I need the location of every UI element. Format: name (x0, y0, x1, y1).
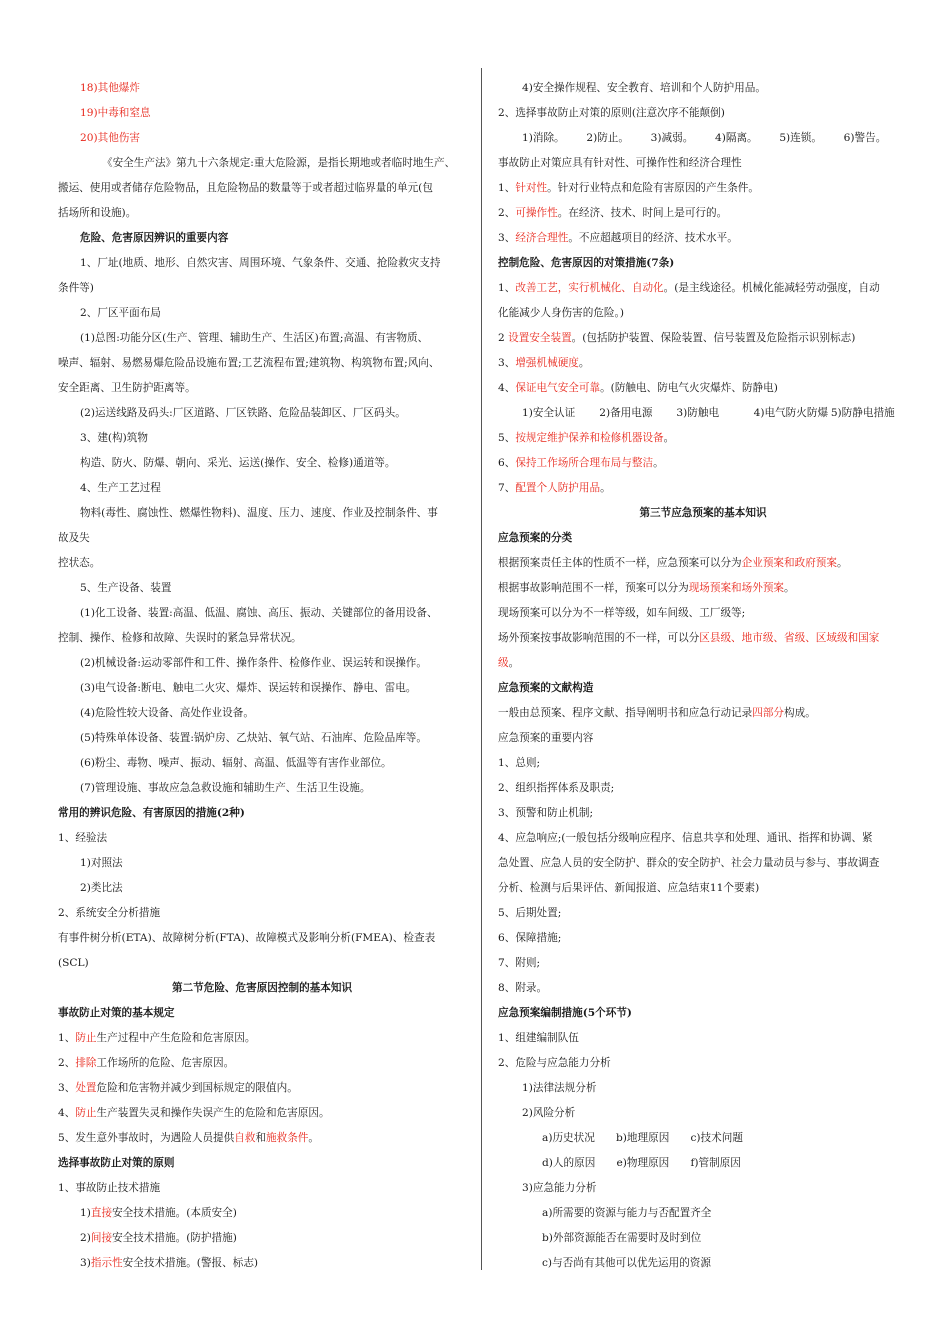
text-run: a)所需要的资源与能力与否配置齐全 (542, 1207, 712, 1219)
left-text-line (58, 401, 466, 426)
right-text-line (498, 626, 908, 651)
list-item: 3)防触电 (676, 407, 720, 419)
right-text-line (498, 226, 908, 251)
left-text-line (58, 326, 466, 351)
right-text-line (498, 551, 908, 576)
left-text-line (58, 451, 466, 476)
text-run: 。 (653, 457, 664, 469)
text-run: 根据预案责任主体的性质不一样，应急预案可以分为 (498, 557, 742, 569)
left-text-line (58, 876, 466, 901)
left-column (58, 76, 466, 1276)
right-text-line (498, 726, 908, 751)
list-item: 6)警告。 (843, 132, 887, 144)
text-run: (3)电气设备:断电、触电二火灾、爆炸、误运转和误操作、静电、雷电。 (80, 682, 417, 694)
text-run: 第三节应急预案的基本知识 (639, 507, 767, 519)
list-item: 1)安全认证 (522, 407, 576, 419)
right-text-line (498, 476, 908, 501)
highlighted-text: 保持工作场所合理布局与整洁 (515, 457, 654, 469)
left-text-line (58, 176, 466, 201)
text-run: 构造、防火、防爆、朝向、采光、运送(操作、安全、检修)通道等。 (80, 457, 396, 469)
text-run: 18)其他爆炸 (80, 82, 140, 94)
text-run: 3)应急能力分析 (522, 1182, 597, 1194)
text-run: d)人的原因 e)物理原因 f)管制原因 (542, 1157, 741, 1169)
left-text-line (58, 251, 466, 276)
text-run: 应急预案编制措施(5个环节) (498, 1007, 632, 1019)
text-run: 4、应急响应;(一般包括分级响应程序、信息共享和处理、通讯、指挥和协调、紧 (498, 832, 873, 844)
left-text-line (58, 551, 466, 576)
text-run: 1、 (498, 182, 516, 194)
text-run: 2 (498, 332, 509, 344)
text-run: 19)中毒和窒息 (80, 107, 151, 119)
highlighted-text: 指示性 (90, 1257, 123, 1269)
highlighted-text: 改善工艺，实行机械化、自动化 (515, 282, 664, 294)
text-run: (SCL) (58, 957, 89, 969)
text-run: 2、厂区平面布局 (80, 307, 161, 319)
right-text-line (498, 801, 908, 826)
right-text-line (498, 1026, 908, 1051)
left-text-line (58, 801, 466, 826)
right-text-line (498, 276, 908, 301)
highlighted-text: 防止 (75, 1032, 97, 1044)
left-text-line (58, 1126, 466, 1151)
left-text-line (58, 201, 466, 226)
right-text-line (498, 701, 908, 726)
right-text-line (498, 851, 908, 876)
left-text-line (58, 701, 466, 726)
text-run: 3、 (498, 357, 516, 369)
right-text-line (498, 676, 908, 701)
text-run: 事故防止对策应具有针对性、可操作性和经济合理性 (498, 157, 742, 169)
right-text-line (498, 776, 908, 801)
highlighted-text: 配置个人防护用品 (515, 482, 601, 494)
left-text-line (58, 1176, 466, 1201)
text-run: 。 (308, 1132, 319, 1144)
text-run: 。在经济、技术、时间上是可行的。 (557, 207, 728, 219)
text-run: 。 (837, 557, 848, 569)
left-text-line (58, 901, 466, 926)
text-run: 2、 (58, 1057, 76, 1069)
left-text-line (58, 1026, 466, 1051)
text-run: 和 (255, 1132, 267, 1144)
right-text-line (498, 1076, 908, 1101)
text-run: 安全距离、卫生防护距离等。 (58, 382, 196, 394)
text-run: 危险、危害原因辨识的重要内容 (80, 232, 229, 244)
text-run: 。针对行业特点和危险有害原因的产生条件。 (547, 182, 759, 194)
text-run: 条件等) (58, 282, 94, 294)
text-run: 1、事故防止技术措施 (58, 1182, 161, 1194)
highlighted-text: 经济合理性 (515, 232, 569, 244)
left-text-line (58, 576, 466, 601)
text-run: 2、选择事故防止对策的原则(注意次序不能颠倒) (498, 107, 725, 119)
left-text-line (58, 951, 466, 976)
right-text-line (498, 501, 908, 526)
highlighted-text: 间接 (90, 1232, 113, 1244)
right-text-line (498, 1101, 908, 1126)
highlighted-text: 级 (498, 657, 509, 669)
text-run: 3、 (498, 232, 516, 244)
text-run: (2)运送线路及码头:厂区道路、厂区铁路、危险品装卸区、厂区码头。 (80, 407, 406, 419)
highlighted-text: 直接 (90, 1207, 113, 1219)
left-text-line (58, 126, 466, 151)
left-text-line (58, 976, 466, 1001)
left-text-line (58, 1251, 466, 1276)
text-run: a)历史状况 b)地理原因 c)技术问题 (542, 1132, 743, 1144)
text-run: 3) (80, 1257, 91, 1269)
right-text-line (498, 201, 908, 226)
highlighted-text: 排除 (75, 1057, 97, 1069)
text-run: 生产过程中产生危险和危害原因。 (96, 1032, 256, 1044)
highlighted-text: 按规定维护保养和检修机器设备 (515, 432, 664, 444)
text-run: 第二节危险、危害原因控制的基本知识 (171, 982, 353, 994)
left-text-line (58, 226, 466, 251)
left-text-line (58, 776, 466, 801)
right-text-line (498, 426, 908, 451)
highlighted-text: 可操作性 (515, 207, 558, 219)
text-run: 5、发生意外事故时，为遇险人员提供 (58, 1132, 235, 1144)
highlighted-text: 施救条件 (266, 1132, 309, 1144)
highlighted-text: 增强机械硬度 (515, 357, 579, 369)
text-run: 1)对照法 (80, 857, 123, 869)
right-text-line (498, 76, 908, 101)
right-column (498, 76, 908, 1276)
left-text-line (58, 1051, 466, 1076)
right-text-line (498, 601, 908, 626)
left-text-line (58, 501, 466, 526)
text-run: 括场所和设施)。 (58, 207, 137, 219)
left-text-line (58, 751, 466, 776)
left-text-line (58, 526, 466, 551)
left-text-line (58, 926, 466, 951)
left-text-line (58, 76, 466, 101)
text-run: 。不应超越项目的经济、技术水平。 (568, 232, 738, 244)
text-run: 危险和危害物并减少到国标规定的限值内。 (96, 1082, 298, 1094)
text-run: 《安全生产法》第九十六条规定:重大危险源，是指长期地或者临时地生产、 (102, 157, 456, 169)
left-text-line (58, 1151, 466, 1176)
text-run: 4、 (498, 382, 516, 394)
text-run: 6、 (498, 457, 516, 469)
right-text-line (498, 401, 908, 426)
text-run: 1、经验法 (58, 832, 108, 844)
left-text-line (58, 151, 466, 176)
text-run: 应急预案的文献构造 (498, 682, 594, 694)
left-text-line (58, 1001, 466, 1026)
right-text-line (498, 176, 908, 201)
right-text-line (498, 926, 908, 951)
text-run: 。 (663, 432, 675, 444)
right-text-line (498, 1201, 908, 1226)
right-text-line (498, 951, 908, 976)
text-run: 应急预案的重要内容 (498, 732, 594, 744)
text-run: 4、 (58, 1107, 76, 1119)
left-text-line (58, 1076, 466, 1101)
left-text-line (58, 851, 466, 876)
text-run: (1)化工设备、装置:高温、低温、腐蚀、高压、振动、关键部位的备用设备、 (80, 607, 438, 619)
left-text-line (58, 651, 466, 676)
text-run: 7、附则; (498, 957, 541, 969)
text-run: 物料(毒性、腐蚀性、燃爆性物料)、温度、压力、速度、作业及控制条件、事 (80, 507, 438, 519)
text-run: 4、生产工艺过程 (80, 482, 161, 494)
list-item: 3)减弱。 (650, 132, 694, 144)
text-run: 分析、检测与后果评估、新闻报道、应急结束11个要素) (498, 882, 760, 894)
text-run: (2)机械设备:运动零部件和工件、操作条件、检修作业、误运转和误操作。 (80, 657, 427, 669)
right-text-line (498, 151, 908, 176)
text-run: 2、系统安全分析措施 (58, 907, 161, 919)
text-run: 故及失 (58, 532, 90, 544)
highlighted-text: 四部分 (752, 707, 785, 719)
text-run: 1、 (58, 1032, 76, 1044)
right-text-line (498, 1251, 908, 1276)
right-text-line (498, 1126, 908, 1151)
left-text-line (58, 301, 466, 326)
text-run: 3、预警和防止机制; (498, 807, 594, 819)
list-item: 4)电气防火防爆 (753, 407, 829, 419)
text-run: 安全技术措施。(本质安全) (112, 1207, 237, 1219)
text-run: 一般由总预案、程序文献、指导阐明书和应急行动记录 (498, 707, 753, 719)
text-run: 急处置、应急人员的安全防护、群众的安全防护、社会力量动员与参与、事故调查 (498, 857, 880, 869)
text-run: 。(是主线途径。机械化能减轻劳动强度，自动 (663, 282, 880, 294)
text-run: 1、组建编制队伍 (498, 1032, 579, 1044)
text-run: 选择事故防止对策的原则 (58, 1157, 175, 1169)
text-run: 现场预案可以分为不一样等级，如车间级、工厂级等; (498, 607, 746, 619)
right-text-line (498, 101, 908, 126)
right-text-line (498, 301, 908, 326)
text-run: 1)法律法规分析 (522, 1082, 597, 1094)
text-run: 搬运、使用或者储存危险物品，且危险物品的数量等于或者超过临界量的单元(包 (58, 182, 433, 194)
list-item: 5)连锁。 (779, 132, 822, 144)
text-run: 2、危险与应急能力分析 (498, 1057, 611, 1069)
text-run: 2、组织指挥体系及职责; (498, 782, 615, 794)
text-run: 2) (80, 1232, 91, 1244)
text-run: c)与否尚有其他可以优先运用的资源 (542, 1257, 711, 1269)
text-run: 3、 (58, 1082, 76, 1094)
right-text-line (498, 901, 908, 926)
text-run: 1、总则; (498, 757, 541, 769)
text-run: 控制危险、危害原因的对策措施(7条) (498, 257, 675, 269)
list-item: 1)消除。 (522, 132, 565, 144)
text-run: 2)类比法 (80, 882, 123, 894)
list-item: 2)备用电源 (599, 407, 653, 419)
right-text-line (498, 1001, 908, 1026)
text-run: (4)危险性较大设备、高处作业设备。 (80, 707, 254, 719)
left-text-line (58, 726, 466, 751)
text-run: 。 (508, 657, 520, 669)
list-item: 4)隔离。 (714, 132, 758, 144)
right-text-line (498, 1151, 908, 1176)
highlighted-text: 防止 (75, 1107, 97, 1119)
text-run: 1) (80, 1207, 91, 1219)
text-run: 2)风险分析 (522, 1107, 576, 1119)
text-run: 场外预案按事故影响范围的不一样，可以分 (498, 632, 700, 644)
text-run: b)外部资源能否在需要时及时到位 (542, 1232, 702, 1244)
text-run: 生产装置失灵和操作失误产生的危险和危害原因。 (96, 1107, 330, 1119)
text-run: 。(防触电、防电气火灾爆炸、防静电) (600, 382, 778, 394)
left-text-line (58, 426, 466, 451)
text-run: 5、 (498, 432, 516, 444)
text-run: 构成。 (784, 707, 816, 719)
right-text-line (498, 1051, 908, 1076)
text-run: 4)安全操作规程、安全教育、培训和个人防护用品。 (522, 82, 766, 94)
right-text-line (498, 376, 908, 401)
right-text-line (498, 1226, 908, 1251)
text-run: 常用的辨识危险、有害原因的措施(2种) (58, 807, 245, 819)
left-text-line (58, 676, 466, 701)
text-run: 事故防止对策的基本规定 (58, 1007, 175, 1019)
highlighted-text: 企业预案和政府预案 (741, 557, 837, 569)
left-text-line (58, 626, 466, 651)
text-run: (5)特殊单体设备、装置:锅炉房、乙炔站、氧气站、石油库、危险品库等。 (80, 732, 427, 744)
list-item: 5)防静电措施 (830, 407, 895, 419)
left-text-line (58, 476, 466, 501)
right-text-line (498, 351, 908, 376)
highlighted-text: 自救 (234, 1132, 256, 1144)
text-run: 。(包括防护装置、保险装置、信号装置及危险指示识别标志) (571, 332, 856, 344)
column-divider (481, 68, 482, 1270)
right-text-line (498, 526, 908, 551)
highlighted-text: 针对性 (515, 182, 548, 194)
left-text-line (58, 826, 466, 851)
right-text-line (498, 976, 908, 1001)
right-text-line (498, 576, 908, 601)
left-text-line (58, 1226, 466, 1251)
highlighted-text: 现场预案和场外预案 (688, 582, 785, 594)
text-run: 。 (600, 482, 611, 494)
left-text-line (58, 276, 466, 301)
right-text-line (498, 826, 908, 851)
right-text-line (498, 876, 908, 901)
text-run: 8、附录。 (498, 982, 548, 994)
left-text-line (58, 351, 466, 376)
text-run: 2、 (498, 207, 516, 219)
highlighted-text: 设置安全装置 (508, 332, 572, 344)
text-run: 根据事故影响范围不一样，预案可以分为 (498, 582, 689, 594)
left-text-line (58, 376, 466, 401)
text-run: 5、后期处置; (498, 907, 562, 919)
text-run: 20)其他伤害 (80, 132, 140, 144)
highlighted-text: 处置 (75, 1082, 97, 1094)
text-run: 安全技术措施。(警报、标志) (122, 1257, 259, 1269)
text-run: 有事件树分析(ETA)、故障树分析(FTA)、故障模式及影响分析(FMEA)、检查表 (58, 932, 436, 944)
text-run: 3、建(构)筑物 (80, 432, 148, 444)
highlighted-text: 区县级、地市级、省级、区域级和国家 (699, 632, 880, 644)
right-text-line (498, 751, 908, 776)
text-run: 安全技术措施。(防护措施) (112, 1232, 237, 1244)
list-item: 2)防止。 (586, 132, 629, 144)
text-run: 控制、操作、检修和故障、失误时的紧急异常状况。 (58, 632, 302, 644)
text-run: 7、 (498, 482, 516, 494)
text-run: 1、厂址(地质、地形、自然灾害、周围环境、气象条件、交通、抢险救灾支持 (80, 257, 441, 269)
text-run: 5、生产设备、装置 (80, 582, 172, 594)
text-run: 化能减少人身伤害的危险。) (498, 307, 624, 319)
text-run: (7)管理设施、事故应急急救设施和辅助生产、生活卫生设施。 (80, 782, 371, 794)
right-text-line (498, 1176, 908, 1201)
text-run: 控状态。 (58, 557, 101, 569)
right-text-line (498, 326, 908, 351)
left-text-line (58, 1201, 466, 1226)
text-run: 噪声、辐射、易燃易爆危险品设施布置;工艺流程布置;建筑物、构筑物布置;风向、 (58, 357, 440, 369)
text-run: 。 (784, 582, 795, 594)
highlighted-text: 保证电气安全可靠 (515, 382, 601, 394)
left-text-line (58, 1101, 466, 1126)
right-text-line (498, 251, 908, 276)
right-text-line (498, 126, 908, 151)
right-text-line (498, 651, 908, 676)
text-run: 。 (578, 357, 590, 369)
left-text-line (58, 101, 466, 126)
text-run: (1)总图:功能分区(生产、管理、辅助生产、生活区)布置;高温、有害物质、 (80, 332, 429, 344)
text-run: 工作场所的危险、危害原因。 (96, 1057, 235, 1069)
text-run: 应急预案的分类 (498, 532, 573, 544)
text-run: 1、 (498, 282, 516, 294)
text-run: 6、保障措施; (498, 932, 562, 944)
left-text-line (58, 601, 466, 626)
text-run: (6)粉尘、毒物、噪声、振动、辐射、高温、低温等有害作业部位。 (80, 757, 392, 769)
right-text-line (498, 451, 908, 476)
